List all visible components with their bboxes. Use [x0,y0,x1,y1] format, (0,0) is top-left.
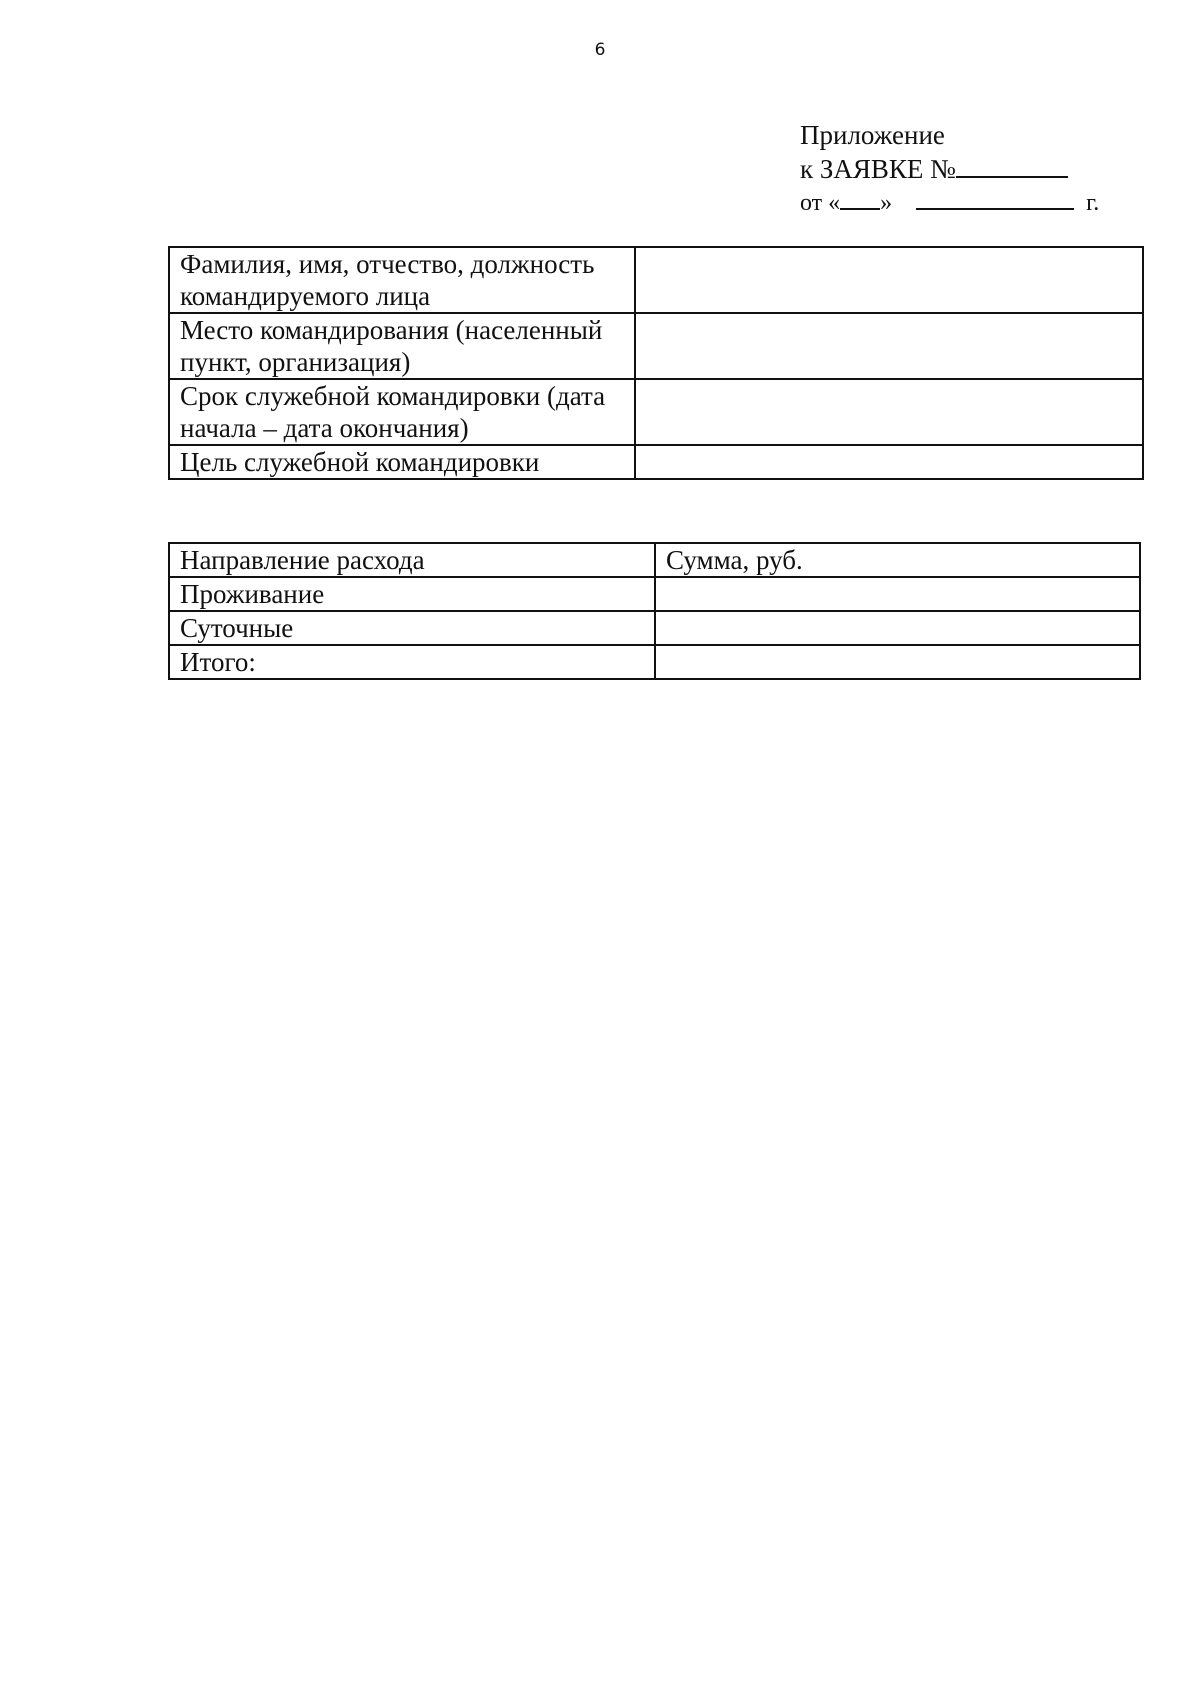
table-row [169,247,1143,313]
request-number-line [800,152,1099,186]
date-day-blank[interactable] [840,186,880,210]
table-row [169,645,1140,679]
date-line [800,186,1099,220]
trip-row-value[interactable] [635,247,1143,313]
trip-row-value[interactable] [635,313,1143,379]
table-header-row [169,543,1140,577]
trip-row-label: Место командирования (населенный пункт, организация) [169,313,635,379]
trip-row-value[interactable] [635,379,1143,445]
trip-row-value[interactable] [635,445,1143,479]
table-row [169,577,1140,611]
page-number: 6 [594,40,606,60]
request-prefix: к ЗАЯВКЕ № [800,154,956,184]
table-row [169,313,1143,379]
date-month-blank[interactable] [916,186,1074,210]
trip-details-table [168,246,1144,480]
table-row [169,445,1143,479]
appendix-title: Приложение [800,120,945,150]
table-row [169,379,1143,445]
expense-header-amount: Сумма, руб. [655,543,1140,577]
date-suffix: г. [1086,190,1100,216]
expense-header-direction: Направление расхода [169,543,655,577]
expense-row-value[interactable] [655,645,1140,679]
expense-row-label: Проживание [169,577,655,611]
expense-row-label: Итого: [169,645,655,679]
table-row [169,611,1140,645]
date-mid: » [880,190,893,216]
trip-row-label: Срок служебной командировки (дата начала – дата окончания) [169,379,635,445]
request-number-blank[interactable] [956,154,1068,178]
expense-row-value[interactable] [655,577,1140,611]
expense-table [168,542,1141,680]
appendix-header [800,118,1099,220]
trip-row-label: Фамилия, имя, отчество, должность командируемого лица [169,247,635,313]
date-prefix: от « [800,190,841,216]
expense-row-label: Суточные [169,611,655,645]
expense-row-value[interactable] [655,611,1140,645]
trip-row-label: Цель служебной командировки [169,445,635,479]
